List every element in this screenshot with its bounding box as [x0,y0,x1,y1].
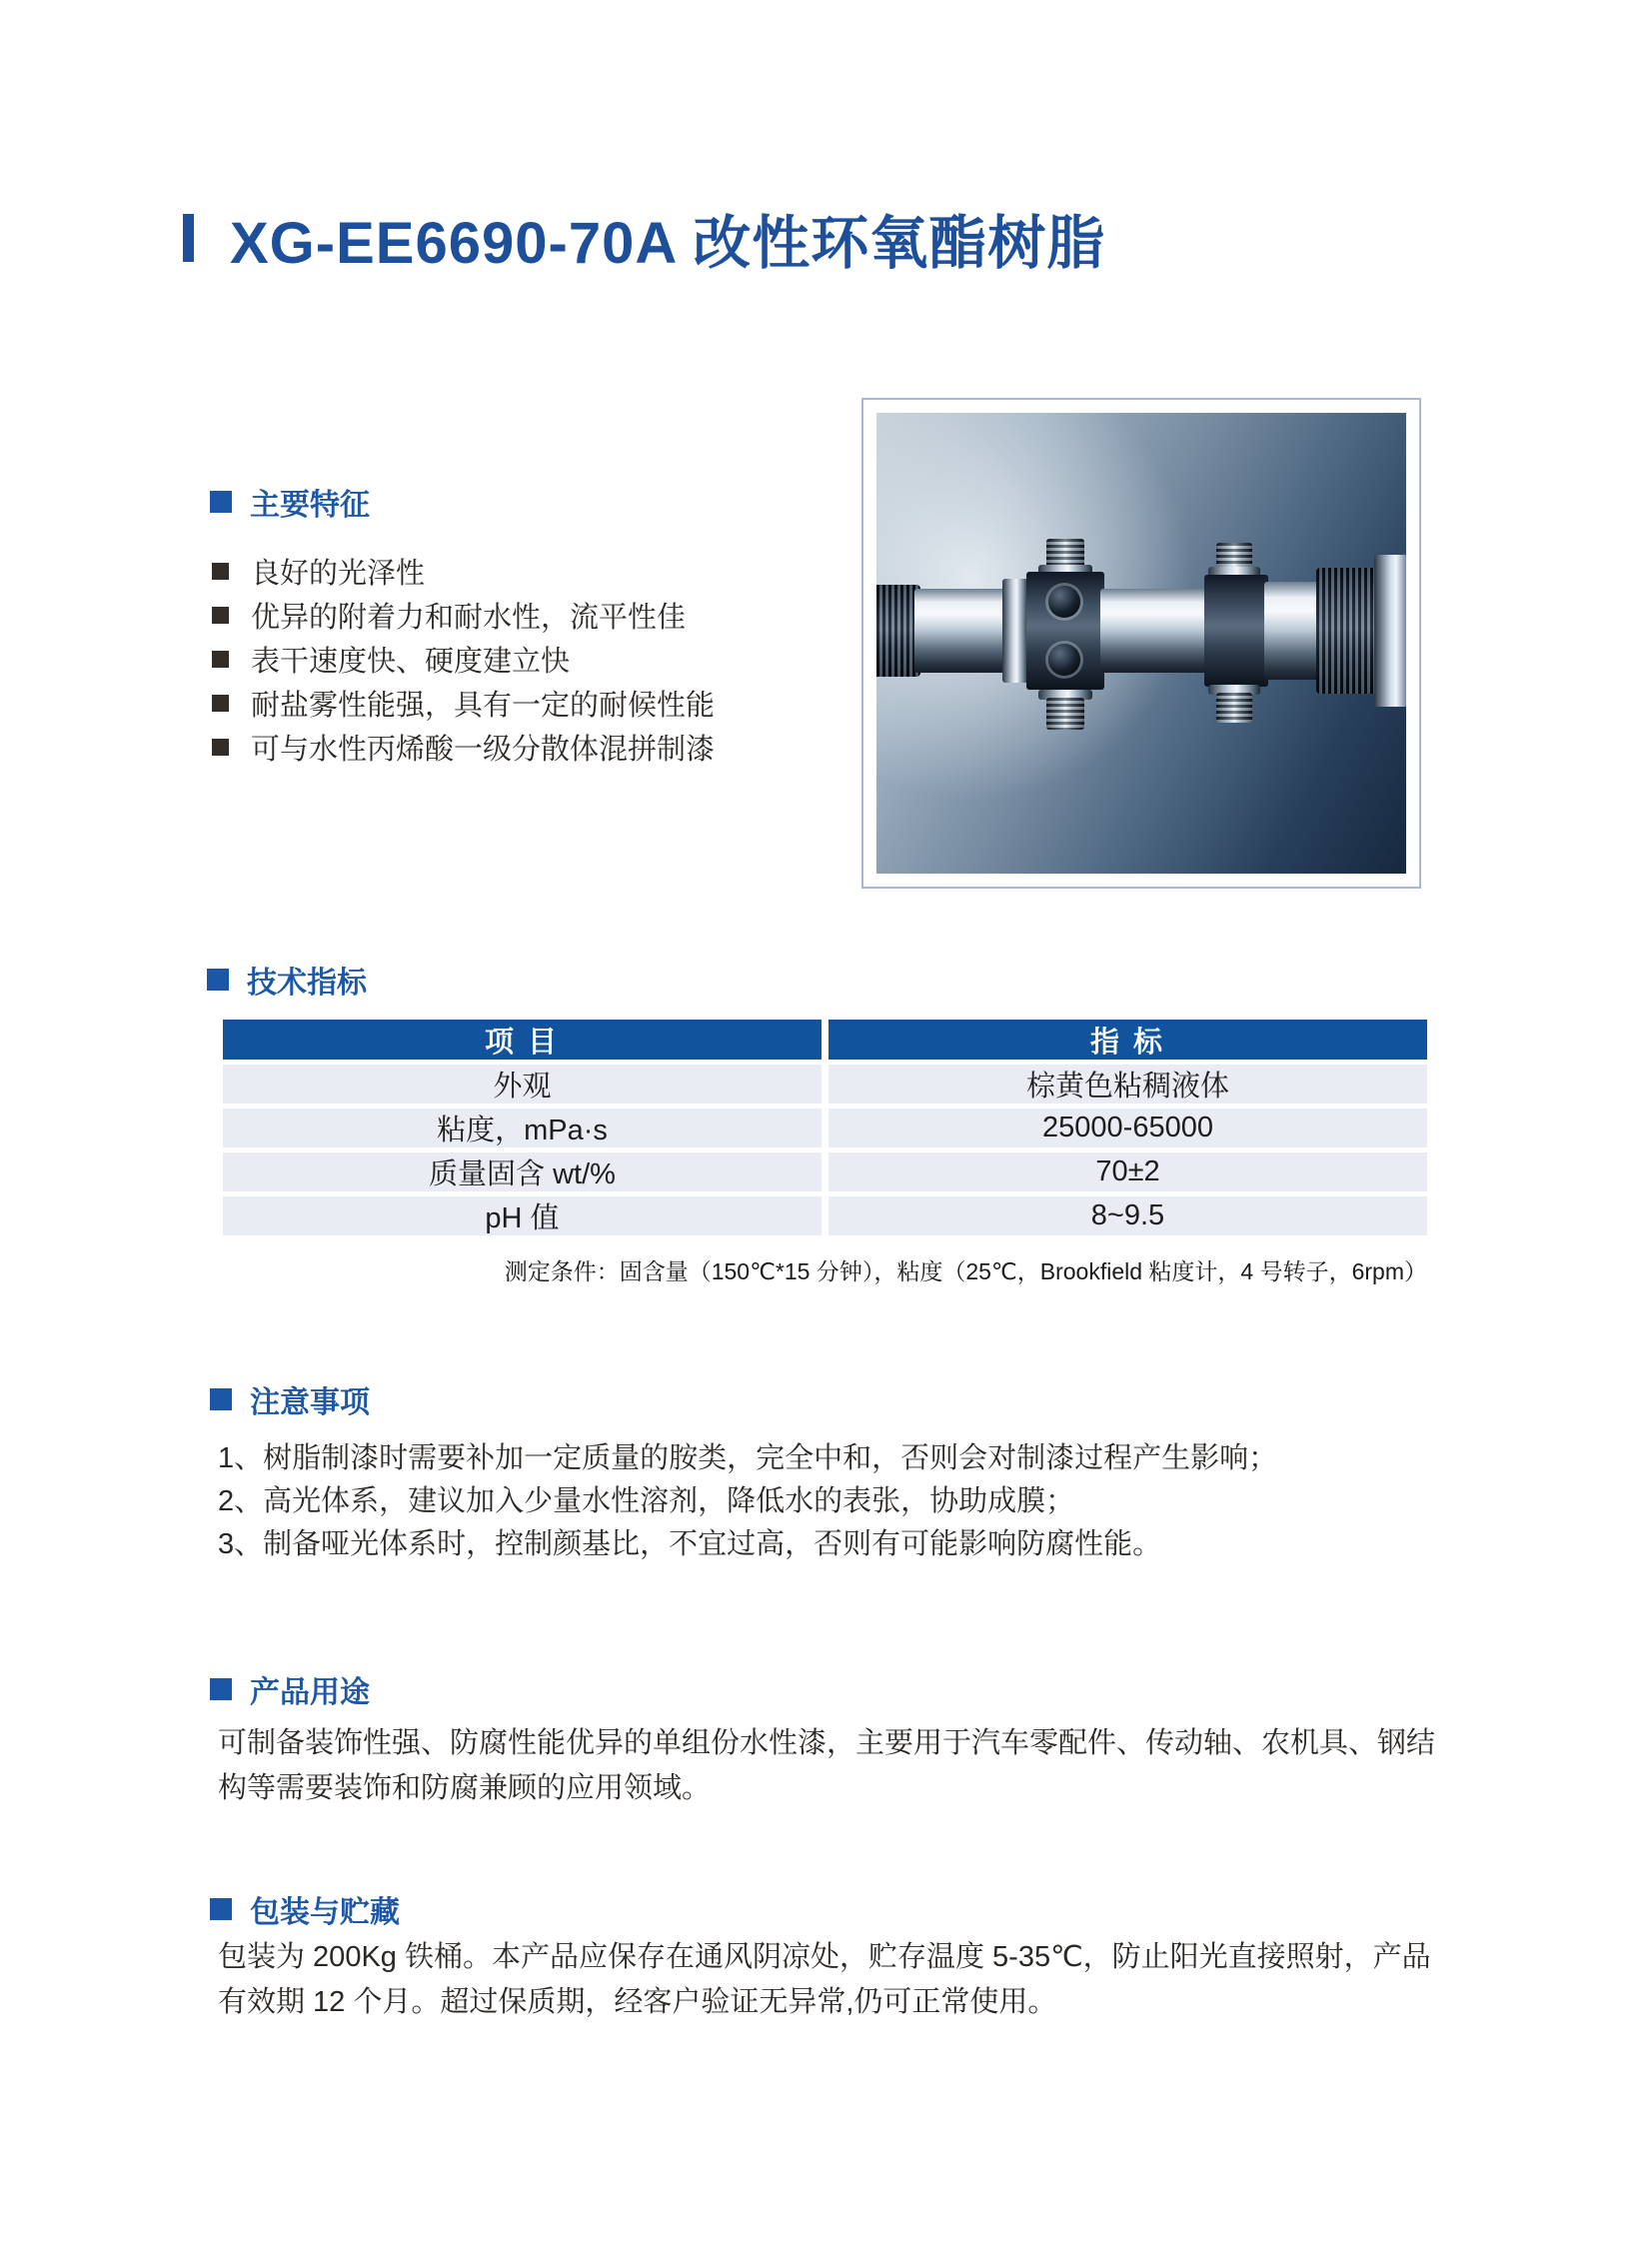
shaft-end-flange [1374,555,1406,707]
table-cell: 棕黄色粘稠液体 [828,1065,1427,1104]
feature-text: 耐盐雾性能强，具有一定的耐候性能 [251,689,716,722]
bullet-square-icon [212,651,229,668]
product-photo-frame [861,398,1421,889]
shaft-cylinder [1100,589,1208,673]
table-cell: 质量固含 wt/% [223,1152,822,1191]
ujoint-hole [1048,644,1080,676]
section-heading-packaging [210,1887,400,1931]
section-heading-label: 产品用途 [250,1676,370,1709]
bullet-square-icon [212,739,229,756]
shaft-thread-right [1316,568,1380,694]
section-heading-label: 主要特征 [250,489,370,522]
measurement-conditions-note: 测定条件：固含量（150℃*15 分钟），粘度（25℃，Brookfield 粘度计，4 号转子，6rpm） [504,1258,1427,1284]
table-cell: pH 值 [223,1196,822,1235]
section-heading-specs [207,958,367,1002]
bullet-square-icon [212,695,229,712]
table-header-value: 指 标 [828,1020,1427,1060]
shaft-ujoint-block [1026,572,1104,690]
product-photo [876,413,1406,874]
table-cell: 8~9.5 [828,1196,1427,1235]
section-square-icon [210,491,232,513]
packaging-paragraph: 包装为 200Kg 铁桶。本产品应保存在通风阴凉处，贮存温度 5-35℃，防止阳光直接照射，产品有效期 12 个月。超过保质期，经客户验证无异常,仍可正常使用。 [218,1941,1431,2018]
feature-text: 优异的附着力和耐水性，流平性佳 [251,601,687,634]
bullet-square-icon [212,563,229,580]
section-heading-label: 注意事项 [250,1386,370,1419]
table-cell: 25000-65000 [828,1109,1427,1147]
section-square-icon [210,1678,232,1700]
spec-table [223,1020,1427,1235]
list-item [212,549,715,593]
section-heading-features [210,480,370,524]
page-title: XG-EE6690-70A 改性环氧酯树脂 [230,211,1106,276]
table-cell: 70±2 [828,1152,1427,1191]
page-title-row [183,196,1105,280]
shaft-bolt-stud-bottom [1216,693,1252,723]
table-header-item: 项 目 [223,1020,822,1060]
list-item: 1、树脂制漆时需要补加一定质量的胺类，完全中和，否则会对制漆过程产生影响； [218,1442,1278,1474]
shaft-clamp-ring [1204,575,1268,687]
list-item [212,593,715,637]
ujoint-hole [1048,586,1080,618]
bullet-square-icon [212,607,229,624]
section-square-icon [207,969,229,991]
section-heading-precautions [210,1377,370,1421]
list-item [212,681,715,725]
shaft-flange-ring [1002,579,1028,683]
table-cell: 外观 [223,1065,822,1104]
section-square-icon [210,1898,232,1920]
section-square-icon [210,1388,232,1410]
shaft-bolt-stud-bottom [1046,698,1084,730]
feature-text: 表干速度快、硬度建立快 [251,645,571,678]
list-item [212,637,715,681]
title-marker-bar [183,214,194,262]
list-item: 3、制备哑光体系时，控制颜基比，不宜过高，否则有可能影响防腐性能。 [218,1528,1162,1560]
features-list [212,549,715,769]
shaft-cylinder [914,589,1006,673]
feature-text: 良好的光泽性 [251,557,426,590]
feature-text: 可与水性丙烯酸一级分散体混拼制漆 [251,733,716,766]
list-item [212,725,715,769]
precautions-list [218,1437,1457,1566]
list-item: 2、高光体系，建议加入少量水性溶剂，降低水的表张，协助成膜； [218,1485,1075,1517]
section-heading-usage [210,1667,370,1711]
section-heading-label: 包装与贮藏 [250,1896,400,1929]
table-cell: 粘度，mPa·s [223,1109,822,1147]
section-heading-label: 技术指标 [247,967,367,1000]
shaft-collar [1264,582,1320,680]
usage-paragraph: 可制备装饰性强、防腐性能优异的单组份水性漆，主要用于汽车零配件、传动轴、农机具、钢结构等需要装饰和防腐兼顾的应用领域。 [218,1727,1436,1804]
